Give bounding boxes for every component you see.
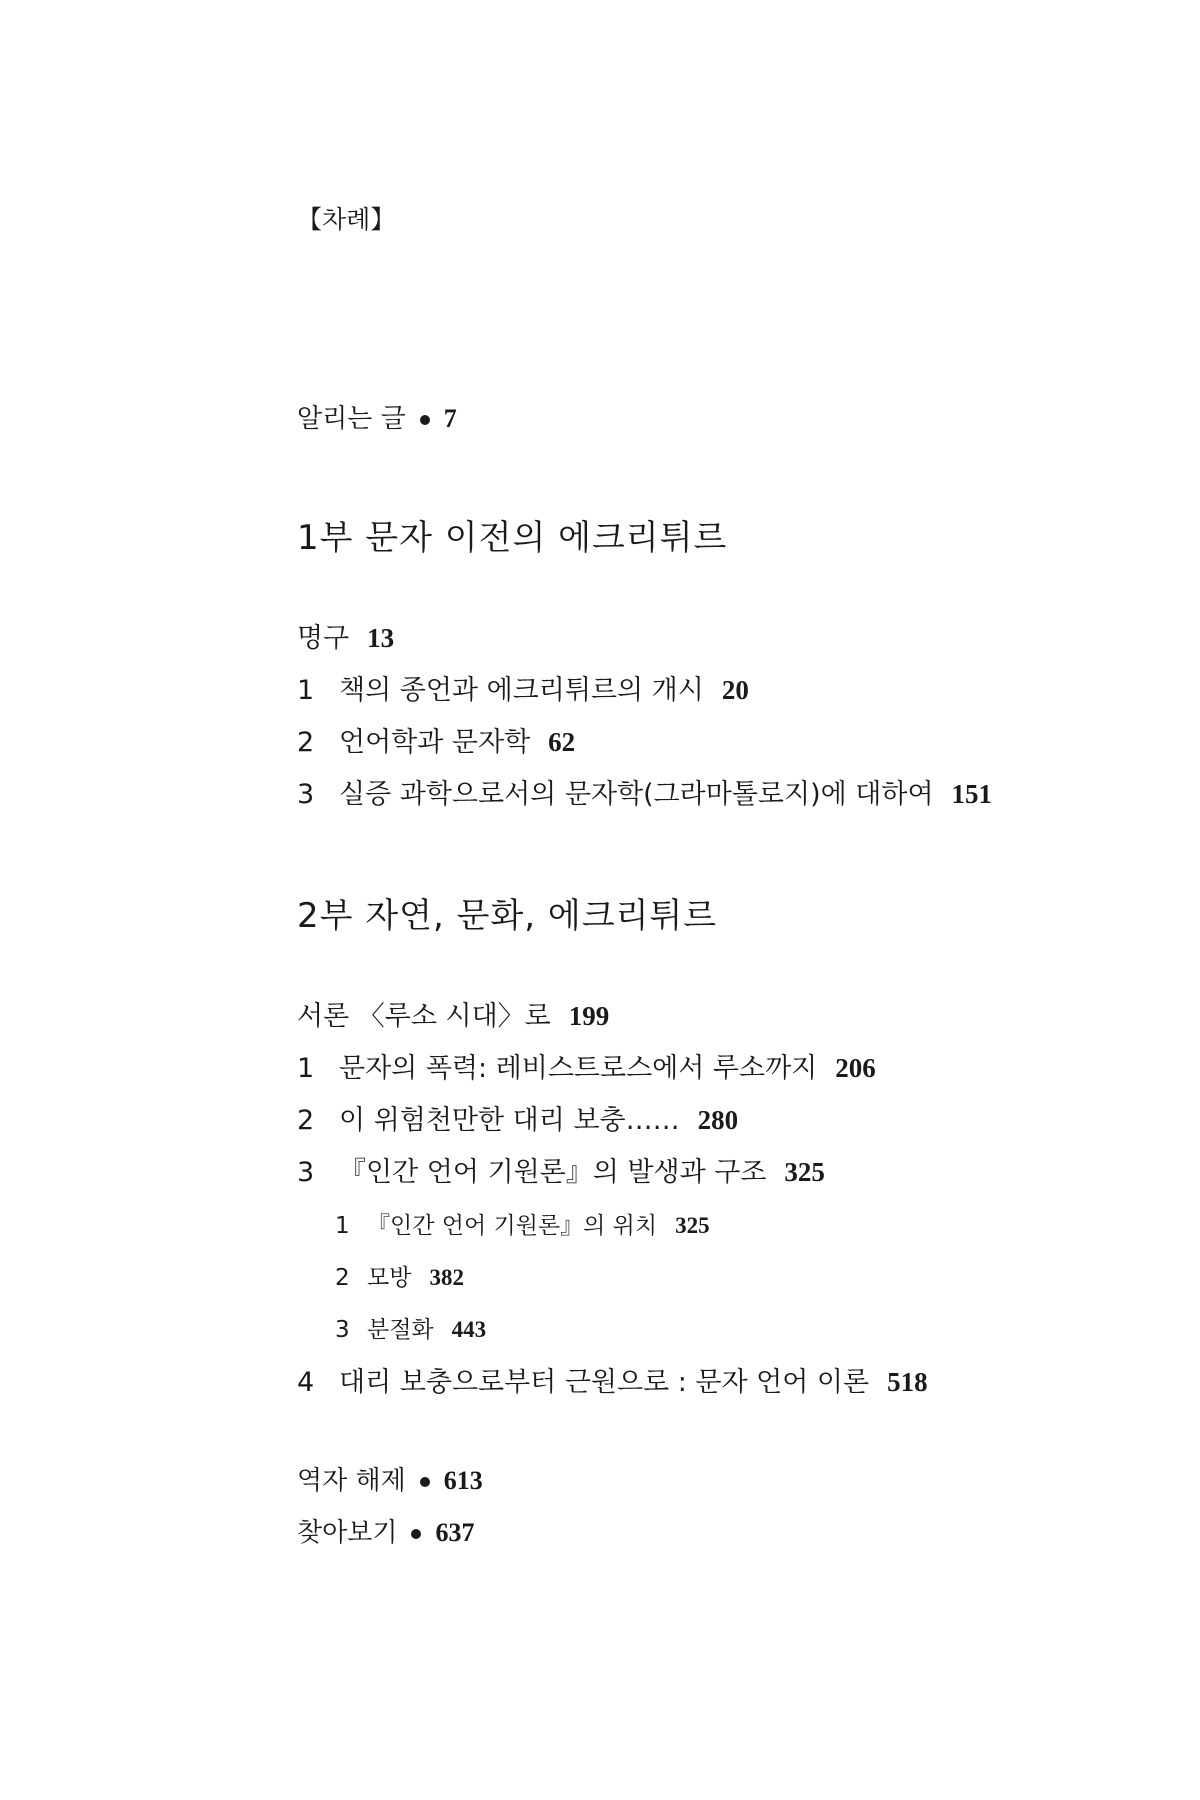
part-2-title[interactable]: 2부 자연, 문화, 에크리튀르 — [297, 896, 718, 936]
toc-entry-translator-notes[interactable] — [297, 1460, 483, 1497]
entry-title: 문자의 폭력: 레비스트로스에서 루소까지 — [339, 1053, 818, 1084]
entry-page: 382 — [429, 1265, 464, 1290]
entry-title: 실증 과학으로서의 문자학(그라마톨로지)에 대하여 — [339, 779, 934, 810]
entry-page: 280 — [697, 1105, 739, 1135]
toc-entry[interactable] — [297, 668, 749, 707]
entry-title: 역자 해제 — [297, 1466, 406, 1496]
entry-index: 3 — [297, 779, 315, 810]
entry-page: 443 — [451, 1317, 487, 1342]
entry-page: 325 — [784, 1157, 825, 1187]
toc-entry[interactable] — [297, 616, 394, 655]
entry-index: 1 — [335, 1213, 350, 1239]
entry-title: 분절화 — [367, 1317, 434, 1343]
entry-title: 명구 — [297, 623, 350, 654]
entry-title: 『인간 언어 기원론』의 위치 — [367, 1213, 658, 1239]
entry-index: 4 — [297, 1367, 315, 1398]
entry-page: 518 — [887, 1367, 928, 1397]
toc-subentry[interactable] — [335, 1207, 710, 1240]
toc-entry[interactable] — [297, 1150, 825, 1189]
entry-index: 3 — [335, 1317, 350, 1343]
toc-subentry[interactable] — [335, 1311, 486, 1344]
entry-page: 151 — [951, 779, 993, 809]
toc-entry[interactable] — [297, 720, 575, 759]
toc-entry-preface[interactable] — [297, 398, 457, 435]
toc-entry[interactable] — [297, 1360, 928, 1399]
entry-page: 199 — [568, 1001, 610, 1031]
entry-title: 언어학과 문자학 — [339, 727, 531, 758]
toc-entry-index[interactable] — [297, 1512, 474, 1549]
entry-page: 7 — [443, 404, 457, 433]
entry-index: 1 — [297, 675, 315, 706]
entry-title: 알리는 글 — [297, 404, 406, 434]
entry-index: 3 — [297, 1157, 315, 1188]
toc-entry[interactable] — [297, 994, 609, 1033]
entry-page: 62 — [548, 727, 576, 757]
entry-index: 2 — [297, 1105, 315, 1136]
bullet-dot-icon — [420, 415, 430, 425]
entry-title: 『인간 언어 기원론』의 발생과 구조 — [339, 1157, 767, 1188]
entry-index: 2 — [297, 727, 315, 758]
bullet-dot-icon — [411, 1529, 421, 1539]
entry-index: 1 — [297, 1053, 315, 1084]
entry-title: 이 위험천만한 대리 보충…… — [339, 1105, 680, 1136]
toc-entry[interactable] — [297, 772, 992, 811]
toc-subentry[interactable] — [335, 1259, 464, 1292]
toc-heading: 【차례】 — [297, 205, 396, 234]
entry-title: 모방 — [367, 1265, 412, 1291]
entry-page: 325 — [675, 1213, 710, 1238]
entry-title: 찾아보기 — [297, 1518, 398, 1548]
entry-page: 613 — [443, 1466, 483, 1495]
toc-entry[interactable] — [297, 1098, 738, 1137]
bullet-dot-icon — [420, 1477, 430, 1487]
part-1-title[interactable]: 1부 문자 이전의 에크리튀르 — [297, 518, 728, 558]
entry-title: 서론 〈루소 시대〉로 — [297, 1001, 551, 1032]
entry-title: 대리 보충으로부터 근원으로 : 문자 언어 이론 — [339, 1367, 870, 1398]
entry-title: 책의 종언과 에크리튀르의 개시 — [339, 675, 704, 706]
entry-index: 2 — [335, 1265, 350, 1291]
entry-page: 20 — [721, 675, 749, 705]
entry-page: 637 — [435, 1518, 475, 1547]
entry-page: 13 — [367, 623, 395, 653]
toc-entry[interactable] — [297, 1046, 876, 1085]
entry-page: 206 — [835, 1053, 876, 1083]
